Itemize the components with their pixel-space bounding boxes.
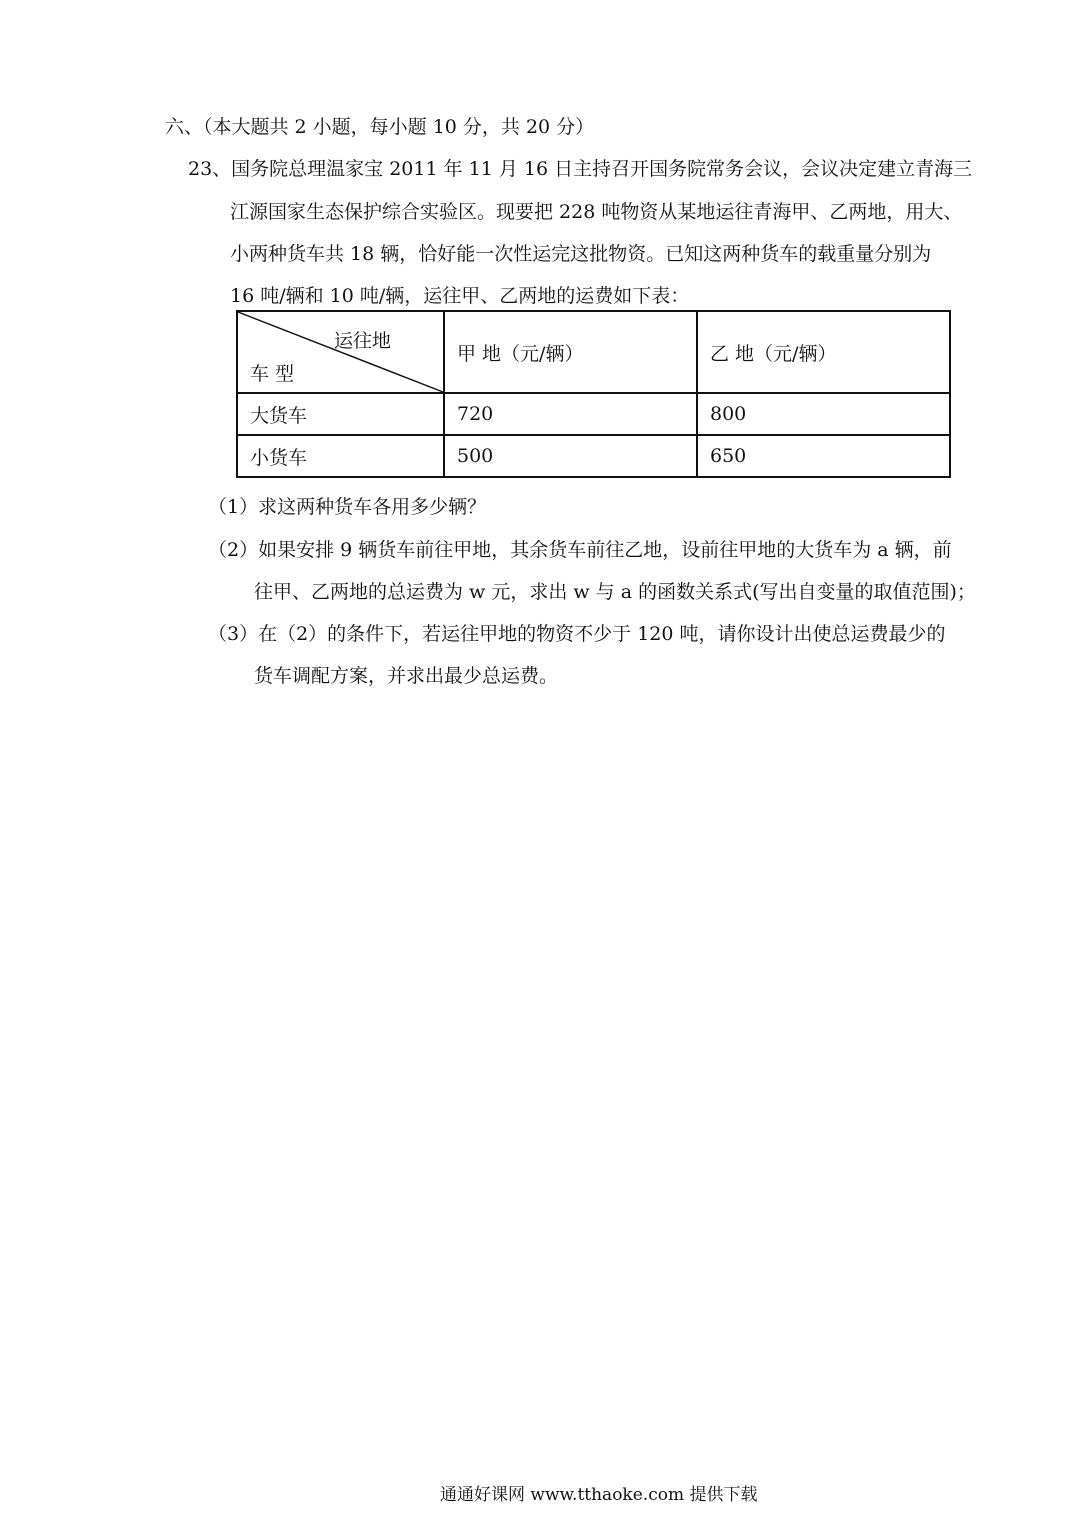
question-line-2: 江源国家生态保护综合实验区。现要把 228 吨物资从某地运往青海甲、乙两地，用大、 [230, 201, 963, 223]
table-row [237, 393, 950, 435]
subquestion-1: （1）求这两种货车各用多少辆？ [208, 496, 487, 518]
table-row [237, 435, 950, 477]
question-line-1: 23、国务院总理温家宝 2011 年 11 月 16 日主持召开国务院常务会议，会议决定建立青海三 [188, 158, 973, 180]
row-type-cell: 小货车 [237, 435, 444, 477]
corner-top-label: 运往地 [333, 330, 391, 352]
subquestion-3-line-2: 货车调配方案，并求出最少总运费。 [254, 665, 559, 687]
table-corner-cell [237, 311, 444, 393]
row-yi-cell: 800 [697, 393, 950, 435]
corner-bottom-label: 车 型 [250, 363, 295, 385]
subquestion-2-line-2: 往甲、乙两地的总运费为 w 元，求出 w 与 a 的函数关系式(写出自变量的取值范围)； [254, 581, 976, 603]
subquestion-3-line-1: （3）在（2）的条件下，若运往甲地的物资不少于 120 吨，请你设计出使总运费最少的 [208, 623, 946, 645]
row-jia-cell: 500 [444, 435, 697, 477]
freight-cost-table [236, 310, 951, 478]
question-line-4: 16 吨/辆和 10 吨/辆，运往甲、乙两地的运费如下表： [230, 285, 690, 307]
table-header-row [237, 311, 950, 393]
row-jia-cell: 720 [444, 393, 697, 435]
subquestion-2-line-1: （2）如果安排 9 辆货车前往甲地，其余货车前往乙地，设前往甲地的大货车为 a 辆，前 [208, 539, 952, 561]
question-line-3: 小两种货车共 18 辆，恰好能一次性运完这批物资。已知这两种货车的载重量分别为 [230, 243, 932, 265]
row-yi-cell: 650 [697, 435, 950, 477]
section-title: 六、（本大题共 2 小题，每小题 10 分，共 20 分） [165, 116, 595, 138]
row-type-cell: 大货车 [237, 393, 444, 435]
column-header-jia: 甲 地（元/辆） [444, 311, 697, 393]
column-header-yi: 乙 地（元/辆） [697, 311, 950, 393]
footer-text: 通通好课网 www.tthaoke.com 提供下载 [440, 1485, 758, 1505]
